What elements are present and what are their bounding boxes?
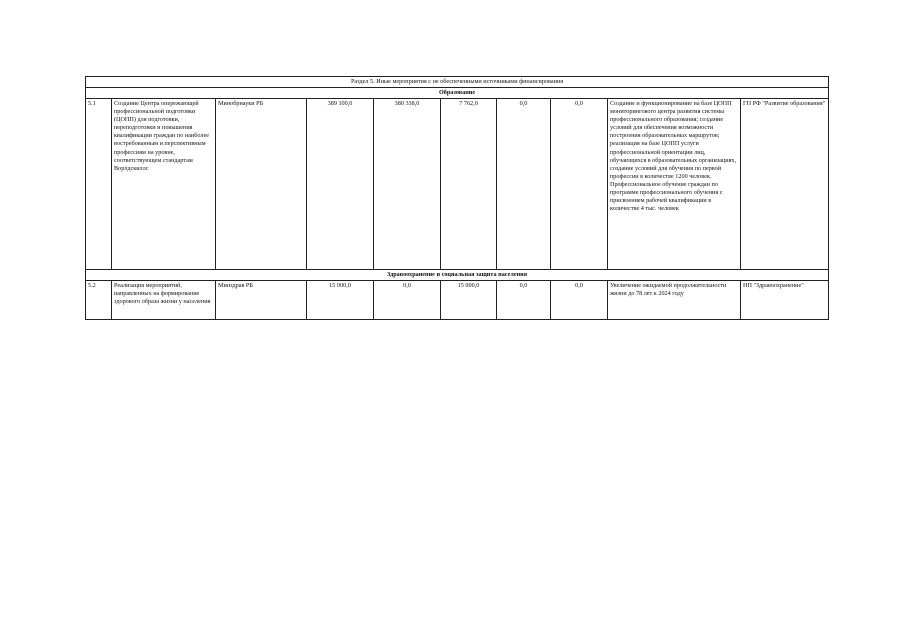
section-header-row — [86, 88, 829, 99]
section-header-education: Образование — [86, 88, 829, 99]
measures-table — [85, 76, 829, 320]
value-cell-3: 7 762,0 — [441, 99, 497, 270]
table-title: Раздел 5. Иные мероприятия с не обеспеченными источниками финансирования — [86, 77, 829, 88]
section-header-row — [86, 270, 829, 281]
value-cell-2: 0,0 — [374, 281, 441, 320]
value-cell-1: 15 000,0 — [307, 281, 374, 320]
program-cell: ГП РФ "Развитие образования" — [741, 99, 829, 270]
executor-cell: Минздрав РБ — [216, 281, 307, 320]
program-cell: НП "Здравоохранение" — [741, 281, 829, 320]
value-cell-1: 389 100,0 — [307, 99, 374, 270]
value-cell-5: 0,0 — [551, 281, 608, 320]
value-cell-3: 15 000,0 — [441, 281, 497, 320]
activity-cell: Реализация мероприятий, направленных на формирование здорового образа жизни у населения — [112, 281, 216, 320]
value-cell-5: 0,0 — [551, 99, 608, 270]
table-row — [86, 99, 829, 270]
row-number: 5.1 — [86, 99, 112, 270]
table-row — [86, 281, 829, 320]
row-number: 5.2 — [86, 281, 112, 320]
result-cell: Создание и функционирование на базе ЦОПП мониторингового центра развития системы профессионального образования; создание условий для обеспечения возможности построения образовательных маршрутов; реализация на базе ЦОПП услуги профессиональной ориентации лиц, обучающихся в образовательных организациях, создание условий для обучения по первой профессии в количестве 1200 человек. Профессиональное обучение граждан по программе профессионального обучения с присвоением рабочей квалификации в количестве 4 тыс. человек — [608, 99, 741, 270]
table-title-row — [86, 77, 829, 88]
activity-cell: Создание Центра опережающей профессиональной подготовки (ЦОПП) для подготовки, переподготовки и повышения квалификации граждан по наиболее востребованным и перспективным профессиям на уровне, соответствующем стандартам Ворлдскиллс — [112, 99, 216, 270]
section-header-health: Здравоохранение и социальная защита населения — [86, 270, 829, 281]
executor-cell: Минобрнауки РБ — [216, 99, 307, 270]
value-cell-4: 0,0 — [497, 99, 551, 270]
value-cell-4: 0,0 — [497, 281, 551, 320]
value-cell-2: 380 338,0 — [374, 99, 441, 270]
result-cell: Увеличение ожидаемой продолжительности жизни до 78 лет к 2024 году — [608, 281, 741, 320]
